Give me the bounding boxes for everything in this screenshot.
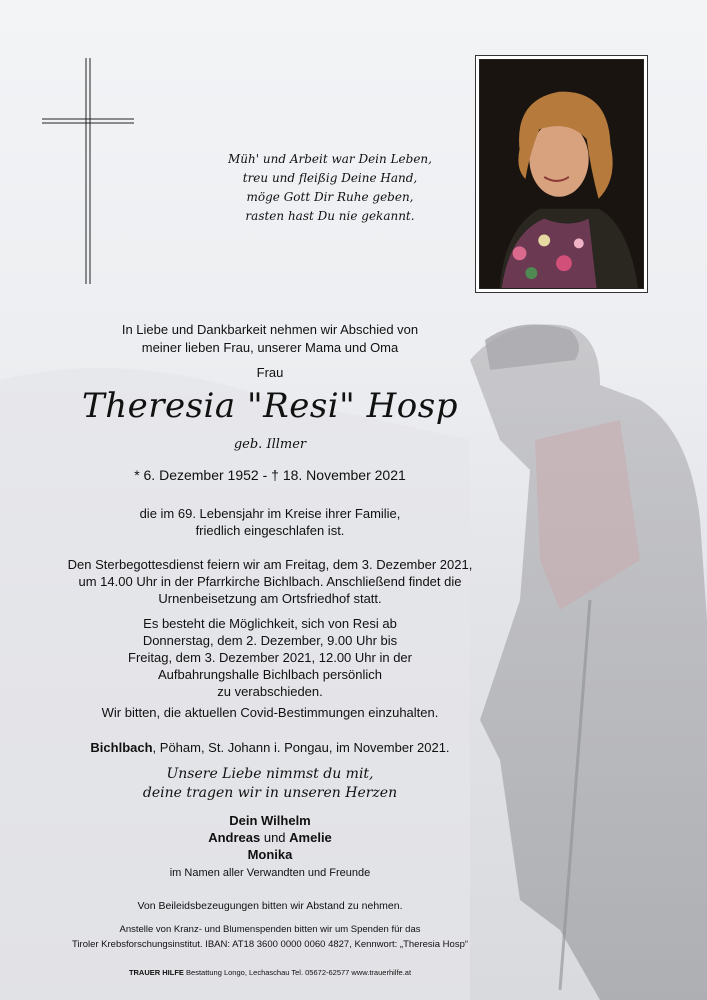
intro-line-2: meiner lieben Frau, unserer Mama und Oma [141,340,399,355]
viewing-line-4: Aufbahrungshalle Bichlbach persönlich [157,667,383,682]
passing-line-1: die im 69. Lebensjahr im Kreise ihrer Familie, [139,506,401,521]
service-line-3: Urnenbeisetzung am Ortsfriedhof statt. [158,591,382,606]
title-frau: Frau [256,365,284,380]
poem-line: Müh' und Arbeit war Dein Leben, [228,152,432,166]
mourner-amelie: Amelie [289,830,332,845]
poem-line: möge Gott Dir Ruhe geben, [246,190,414,204]
viewing-line-1: Es besteht die Möglichkeit, sich von Resi ab [143,616,397,631]
intro-line-1: In Liebe und Dankbarkeit nehmen wir Abschied von [121,322,419,337]
passing-line-2: friedlich eingeschlafen ist. [195,523,345,538]
verse-line-1: Unsere Liebe nimmst du mit, [166,766,374,782]
footer-text: Bestattung Longo, Lechaschau Tel. 05672-62577 www.trauerhilfe.at [183,968,412,977]
mourner-line-2 [0,829,540,846]
viewing-line-5: zu verabschieden. [217,684,323,699]
maiden-name: geb. Illmer [233,437,307,452]
mourner-line-3: Monika [247,847,293,862]
poem-line: treu und fleißig Deine Hand, [242,171,418,185]
service-line-1: Den Sterbegottesdienst feiern wir am Freitag, dem 3. Dezember 2021, [67,557,473,572]
donation-line-2: Tiroler Krebsforschungsinstitut. IBAN: AT18 3600 0000 0060 4827, Kennwort: „Theresia Hosp“ [71,939,469,950]
footer [0,968,540,977]
service-line-2: um 14.00 Uhr in der Pfarrkirche Bichlbach. Anschließend findet die [78,574,462,589]
condolence-note: Von Beileidsbezeugungen bitten wir Abstand zu nehmen. [137,900,403,912]
place-bold: Bichlbach [90,740,153,755]
deceased-name: Theresia "Resi" Hosp [82,386,458,426]
mourner-and: und [260,830,290,845]
poem-line: rasten hast Du nie gekannt. [245,209,415,223]
viewing-line-2: Donnerstag, dem 2. Dezember, 9.00 Uhr bis [142,633,398,648]
covid-notice: Wir bitten, die aktuellen Covid-Bestimmungen einzuhalten. [101,705,439,720]
mourner-line-4: im Namen aller Verwandten und Freunde [169,867,371,879]
mourner-andreas: Andreas [208,830,261,845]
footer-brand: TRAUER HILFE [128,968,184,977]
place-rest: , Pöham, St. Johann i. Pongau, im November 2021. [152,740,450,755]
poem [200,150,460,226]
mourner-line-1: Dein Wilhelm [229,813,311,828]
viewing-line-3: Freitag, dem 3. Dezember 2021, 12.00 Uhr in der [128,650,412,665]
place-and-date [0,739,540,756]
portrait-photo [475,55,648,293]
portrait-image [480,60,643,288]
donation-line-1: Anstelle von Kranz- und Blumenspenden bitten wir um Spenden für das [119,924,421,935]
life-dates: * 6. Dezember 1952 - † 18. November 2021 [134,467,406,483]
cross-icon [42,58,134,284]
verse-line-2: deine tragen wir in unseren Herzen [142,785,398,801]
